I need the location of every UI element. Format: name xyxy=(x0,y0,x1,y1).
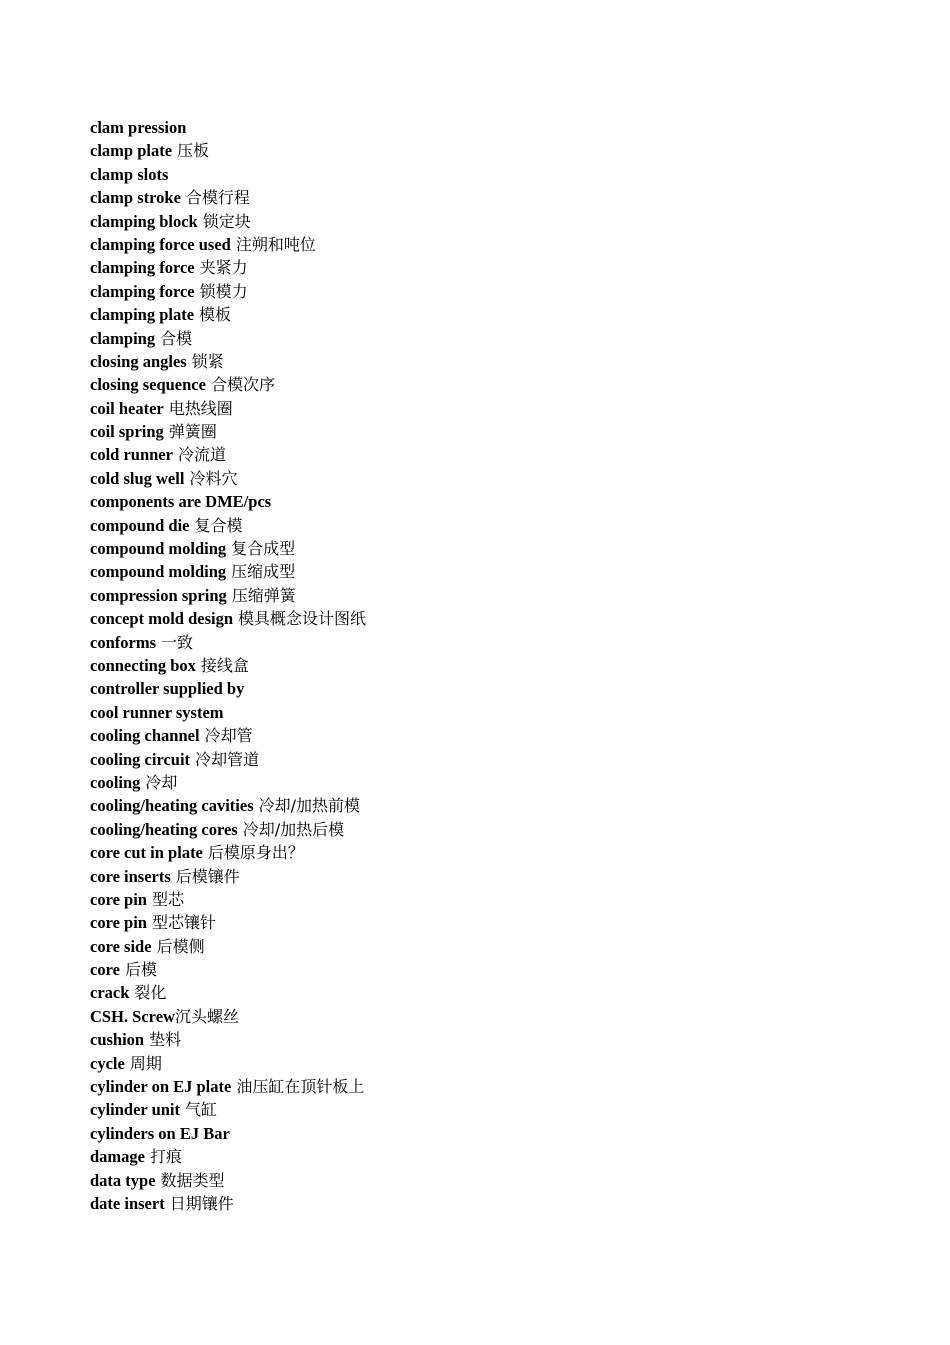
entry-translation: 电热线圈 xyxy=(168,398,233,418)
entry-term: coil spring xyxy=(90,422,164,442)
entry-translation: 锁紧 xyxy=(191,351,224,371)
glossary-entry xyxy=(90,537,366,560)
entry-translation: 裂化 xyxy=(134,983,167,1003)
entry-term: core cut in plate xyxy=(90,843,203,863)
entry-term: closing angles xyxy=(90,351,187,371)
entry-translation: 型芯 xyxy=(152,889,185,909)
entry-term: cooling/heating cavities xyxy=(90,796,254,816)
entry-term: cold slug well xyxy=(90,468,185,488)
entry-translation: 合模 xyxy=(160,328,193,348)
entry-translation: 复合模 xyxy=(194,515,243,535)
entry-term: clamp slots xyxy=(90,164,169,184)
glossary-entry xyxy=(90,1028,366,1051)
entry-term: data type xyxy=(90,1170,156,1190)
glossary-entry xyxy=(90,654,366,677)
entry-term: components are DME/pcs xyxy=(90,492,272,512)
entry-translation: 冷料穴 xyxy=(189,468,238,488)
glossary-entry xyxy=(90,210,366,233)
glossary-entry xyxy=(90,1098,366,1121)
entry-term: clamping force xyxy=(90,281,195,301)
glossary-entry xyxy=(90,865,366,888)
entry-translation: 冷却管道 xyxy=(195,749,260,769)
glossary-entry xyxy=(90,327,366,350)
glossary-entry xyxy=(90,1005,366,1028)
glossary-entry xyxy=(90,1192,366,1215)
entry-term: cycle xyxy=(90,1053,125,1073)
entry-translation: 日期镶件 xyxy=(169,1193,234,1213)
entry-translation: 模具概念设计图纸 xyxy=(238,609,367,629)
glossary-entry xyxy=(90,1122,366,1145)
glossary-entry xyxy=(90,1052,366,1075)
glossary-entry xyxy=(90,514,366,537)
glossary-entry xyxy=(90,139,366,162)
glossary-entry xyxy=(90,1145,366,1168)
entry-translation: 冷却/加热前模 xyxy=(258,796,361,816)
entry-translation: 周期 xyxy=(129,1053,162,1073)
glossary-entry xyxy=(90,607,366,630)
entry-term: clamping force used xyxy=(90,234,231,254)
glossary-entry xyxy=(90,748,366,771)
glossary-list xyxy=(90,116,366,1215)
entry-term: cooling circuit xyxy=(90,749,191,769)
glossary-entry xyxy=(90,631,366,654)
entry-translation: 冷却管 xyxy=(204,726,253,746)
entry-term: cooling xyxy=(90,772,141,792)
glossary-entry xyxy=(90,350,366,373)
entry-term: date insert xyxy=(90,1193,165,1213)
entry-term: clamp stroke xyxy=(90,188,181,208)
entry-translation: 压板 xyxy=(177,141,210,161)
entry-translation: 后模侧 xyxy=(156,936,205,956)
glossary-entry xyxy=(90,584,366,607)
glossary-entry xyxy=(90,186,366,209)
entry-term: clamping block xyxy=(90,211,198,231)
entry-term: cylinder unit xyxy=(90,1100,181,1120)
entry-term: coil heater xyxy=(90,398,164,418)
entry-term: core pin xyxy=(90,889,147,909)
glossary-entry xyxy=(90,420,366,443)
glossary-entry xyxy=(90,256,366,279)
entry-translation: 接线盒 xyxy=(200,655,249,675)
entry-translation: 合模行程 xyxy=(185,188,250,208)
entry-translation: 模板 xyxy=(199,305,232,325)
entry-translation: 数据类型 xyxy=(160,1170,225,1190)
entry-term: compression spring xyxy=(90,585,227,605)
entry-term: clamping plate xyxy=(90,305,195,325)
entry-translation: 冷却 xyxy=(145,772,178,792)
glossary-entry xyxy=(90,163,366,186)
entry-translation: 沉头螺丝 xyxy=(174,1006,239,1026)
entry-term: clamping force xyxy=(90,258,195,278)
entry-term: core inserts xyxy=(90,866,171,886)
entry-translation: 复合成型 xyxy=(231,539,296,559)
glossary-entry xyxy=(90,1169,366,1192)
glossary-entry xyxy=(90,490,366,513)
glossary-entry xyxy=(90,771,366,794)
entry-term: cushion xyxy=(90,1030,145,1050)
entry-translation: 后模镶件 xyxy=(175,866,240,886)
entry-translation: 合模次序 xyxy=(210,375,275,395)
entry-term: compound molding xyxy=(90,562,227,582)
entry-term: cylinder on EJ plate xyxy=(90,1077,232,1097)
entry-translation: 压缩成型 xyxy=(231,562,296,582)
entry-term: cooling channel xyxy=(90,726,200,746)
glossary-entry xyxy=(90,724,366,747)
entry-term: CSH. Screw xyxy=(90,1006,175,1026)
entry-translation: 锁定块 xyxy=(202,211,251,231)
entry-term: cold runner xyxy=(90,445,173,465)
entry-term: cooling/heating cores xyxy=(90,819,238,839)
entry-term: core pin xyxy=(90,913,147,933)
entry-term: connecting box xyxy=(90,655,196,675)
glossary-entry xyxy=(90,443,366,466)
entry-translation: 锁模力 xyxy=(199,281,248,301)
entry-term: clam pression xyxy=(90,118,187,137)
glossary-entry xyxy=(90,560,366,583)
glossary-entry xyxy=(90,794,366,817)
glossary-entry xyxy=(90,935,366,958)
entry-translation: 注朔和吨位 xyxy=(235,234,316,254)
entry-translation: 压缩弹簧 xyxy=(231,585,296,605)
entry-translation: 油压缸在顶针板上 xyxy=(236,1077,365,1097)
glossary-entry xyxy=(90,958,366,981)
entry-term: closing sequence xyxy=(90,375,206,395)
glossary-entry xyxy=(90,677,366,700)
entry-term: controller supplied by xyxy=(90,679,245,699)
entry-term: concept mold design xyxy=(90,609,234,629)
entry-term: cool runner system xyxy=(90,702,224,722)
glossary-entry xyxy=(90,701,366,724)
entry-term: damage xyxy=(90,1147,145,1167)
glossary-entry xyxy=(90,280,366,303)
entry-translation: 冷流道 xyxy=(177,445,226,465)
entry-term: crack xyxy=(90,983,130,1003)
entry-term: core side xyxy=(90,936,152,956)
entry-term: core xyxy=(90,960,120,980)
entry-term: conforms xyxy=(90,632,156,652)
glossary-entry xyxy=(90,888,366,911)
entry-term: cylinders on EJ Bar xyxy=(90,1123,230,1143)
entry-term: compound molding xyxy=(90,539,227,559)
entry-translation: 后模 xyxy=(124,960,157,980)
entry-translation: 垫料 xyxy=(149,1030,182,1050)
glossary-entry xyxy=(90,397,366,420)
entry-term: clamping xyxy=(90,328,156,348)
glossary-entry xyxy=(90,911,366,934)
glossary-entry xyxy=(90,373,366,396)
glossary-entry xyxy=(90,467,366,490)
entry-translation: 弹簧圈 xyxy=(168,422,217,442)
entry-translation: 后模原身出？ xyxy=(207,843,304,863)
glossary-entry xyxy=(90,116,366,139)
glossary-entry xyxy=(90,1075,366,1098)
entry-translation: 型芯镶针 xyxy=(152,913,217,933)
entry-translation: 冷却/加热后模 xyxy=(242,819,345,839)
glossary-entry xyxy=(90,841,366,864)
entry-translation: 一致 xyxy=(160,632,193,652)
glossary-entry xyxy=(90,981,366,1004)
glossary-entry xyxy=(90,303,366,326)
entry-translation: 夹紧力 xyxy=(199,258,248,278)
entry-translation: 打痕 xyxy=(150,1147,183,1167)
entry-term: clamp plate xyxy=(90,141,173,161)
entry-translation: 气缸 xyxy=(185,1100,218,1120)
entry-term: compound die xyxy=(90,515,190,535)
glossary-entry xyxy=(90,233,366,256)
glossary-entry xyxy=(90,818,366,841)
